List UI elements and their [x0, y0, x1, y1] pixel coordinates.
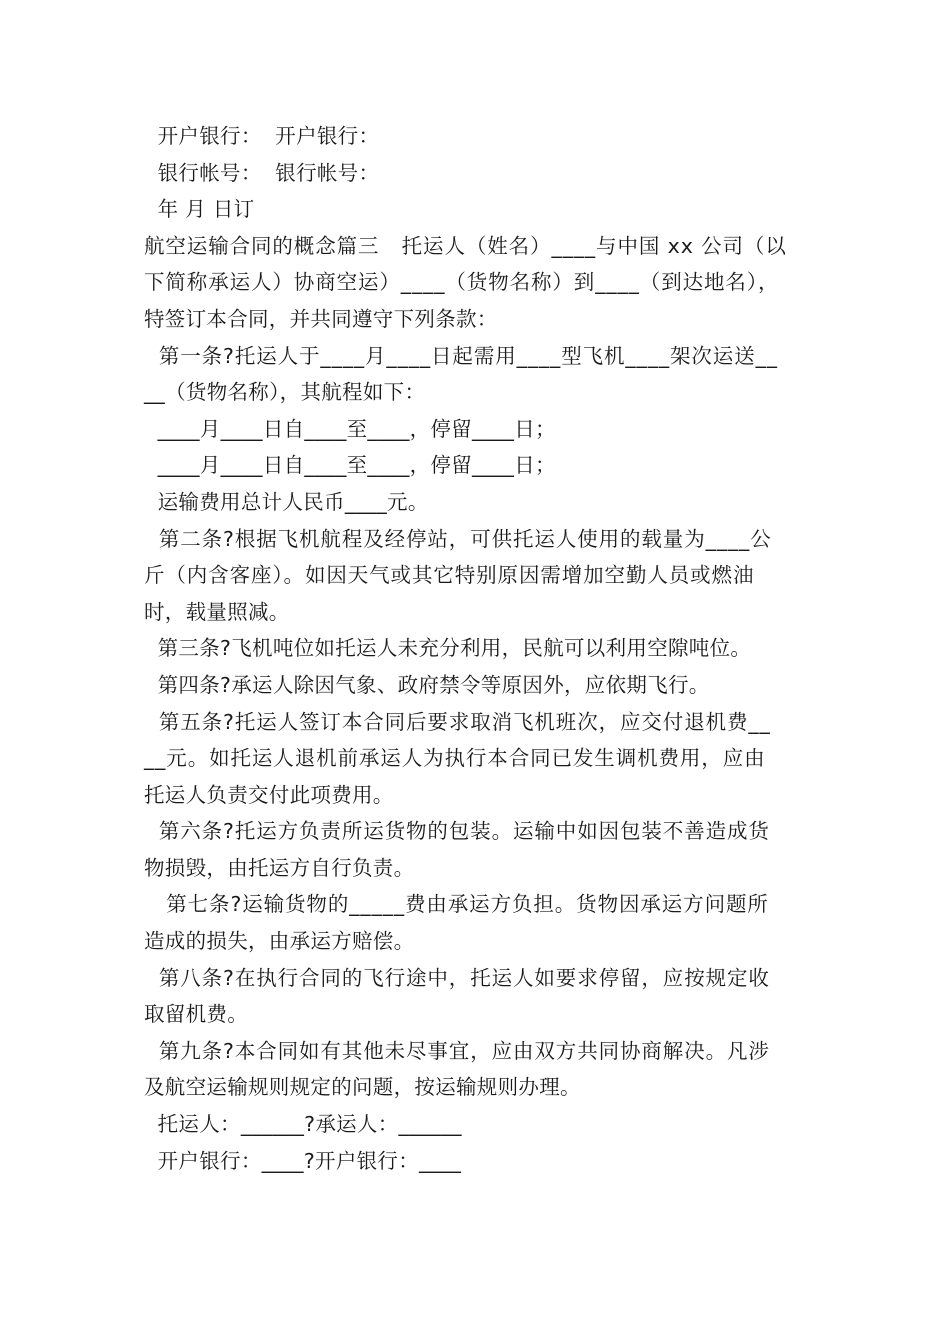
text-line: 及航空运输规则规定的问题，按运输规则办理。	[144, 1075, 581, 1100]
text-line: 时，载量照减。	[144, 599, 290, 624]
document-body	[144, 118, 824, 1179]
text-line: 取留机费。	[144, 1002, 248, 1027]
text-line: 第九条?本合同如有其他未尽事宜，应由双方共同协商解决。凡涉	[144, 1038, 770, 1063]
text-line: 造成的损失，由承运方赔偿。	[144, 929, 415, 954]
text-line: 第七条?运输货物的_____费由承运方负担。货物因承运方问题所	[144, 892, 769, 917]
text-line: 物损毁，由托运方自行负责。	[144, 855, 415, 880]
text-line: ____月____日自____至____，停留____日；	[144, 453, 556, 478]
text-line: 航空运输合同的概念篇三 托运人（姓名）____与中国 xx 公司（以	[144, 233, 787, 258]
text-line: 斤（内含客座）。如因天气或其它特别原因需增加空勤人员或燃油	[144, 563, 755, 588]
text-line: 第二条?根据飞机航程及经停站，可供托运人使用的载量为____公	[144, 526, 772, 551]
text-line: 第六条?托运方负责所运货物的包装。运输中如因包装不善造成货	[144, 819, 770, 844]
text-line: 第八条?在执行合同的飞行途中，托运人如要求停留，应按规定收	[144, 965, 770, 990]
text-line: 特签订本合同，并共同遵守下列条款：	[144, 306, 498, 331]
text-line: 开户银行： 开户银行：	[144, 124, 380, 148]
text-line: 托运人负责交付此项费用。	[144, 782, 394, 807]
text-line: __元。如托运人退机前承运人为执行本合同已发生调机费用，应由	[144, 746, 766, 771]
text-line: 托运人：______?承运人：______	[144, 1112, 462, 1137]
text-line: 银行帐号： 银行帐号：	[144, 160, 380, 185]
text-line: 年 月 日订	[144, 197, 255, 222]
text-line: ____月____日自____至____，停留____日；	[144, 416, 556, 441]
text-line: 第四条?承运人除因气象、政府禁令等原因外，应依期飞行。	[144, 672, 710, 697]
text-line: __（货物名称），其航程如下：	[144, 380, 426, 405]
text-line: 运输费用总计人民币____元。	[144, 489, 429, 514]
text-line: 第五条?托运人签订本合同后要求取消飞机班次，应交付退机费__	[144, 709, 771, 734]
text-line: 第一条?托运人于____月____日起需用____型飞机____架次运送__	[144, 343, 778, 368]
text-line: 开户银行：____?开户银行：____	[144, 1148, 462, 1173]
text-line: 第三条?飞机吨位如托运人未充分利用，民航可以利用空隙吨位。	[144, 636, 752, 661]
text-line: 下简称承运人）协商空运）____（货物名称）到____（到达地名），	[144, 270, 780, 295]
